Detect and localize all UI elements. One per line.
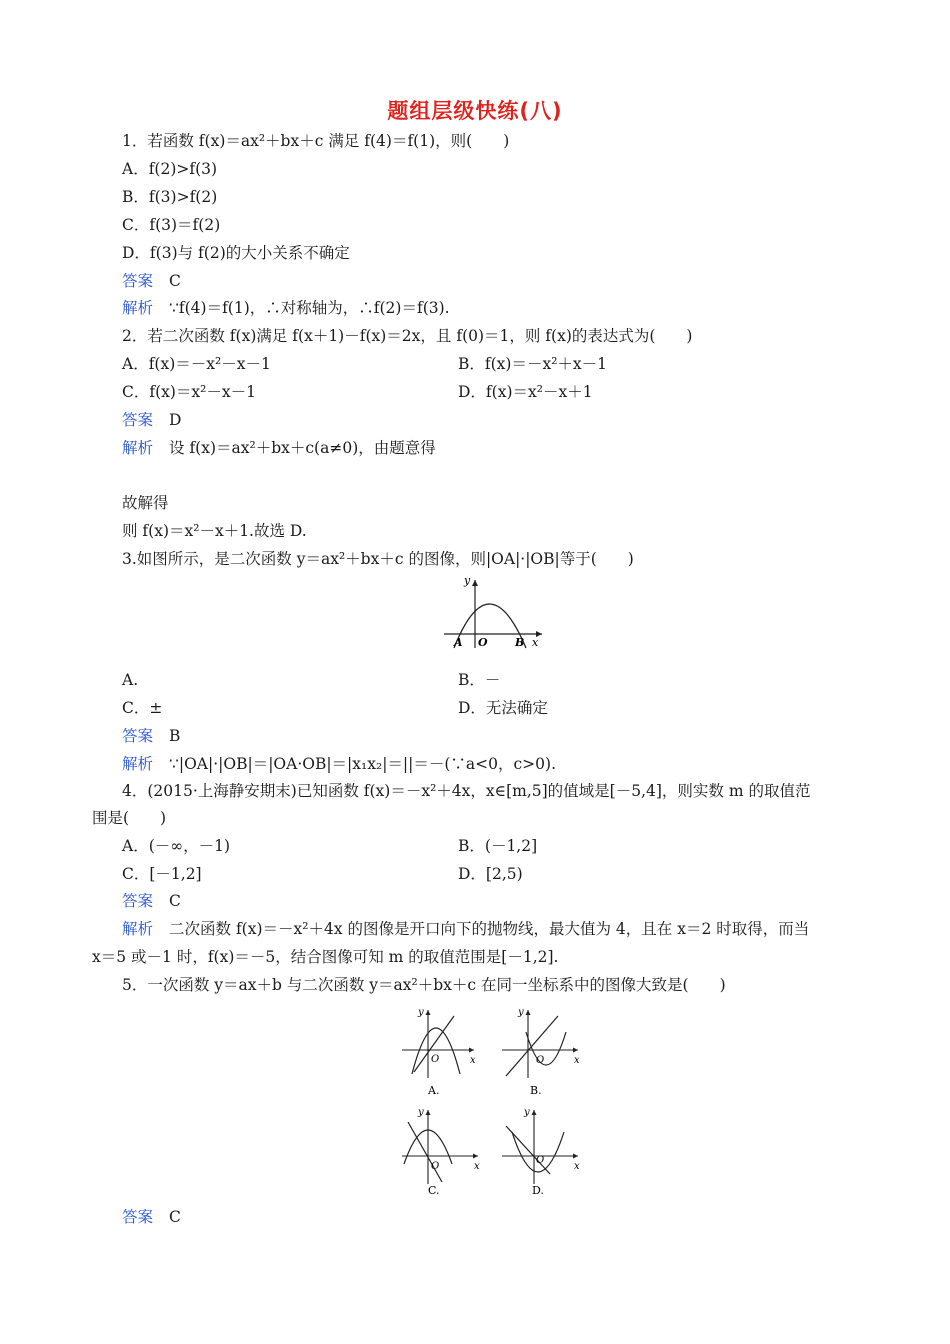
axis-x-label: x xyxy=(574,1055,580,1066)
q4-stem-cont: 围是( ) xyxy=(92,809,167,827)
page-title: 题组层级快练(八) xyxy=(387,99,563,123)
q1-option-c: C．f(3)＝f(2) xyxy=(122,216,221,234)
q2-option-c: C．f(x)＝x²－x－1 xyxy=(122,383,256,401)
answer-value: B xyxy=(169,727,181,745)
q3-option-b: B．－ xyxy=(458,671,501,689)
q1-stem: 1．若函数 f(x)＝ax²＋bx＋c 满足 f(4)＝f(1)，则( ) xyxy=(122,132,510,150)
axis-y-label: y xyxy=(464,574,471,587)
q3-option-d: D．无法确定 xyxy=(458,699,548,717)
q2-analysis-line2: 故解得 xyxy=(122,494,169,512)
figure-caption-d: D. xyxy=(532,1184,544,1197)
q2-analysis-line3: 则 f(x)＝x²－x＋1.故选 D. xyxy=(122,522,307,540)
axis-x-label: x xyxy=(474,1161,480,1172)
q5-stem: 5．一次函数 y＝ax＋b 与二次函数 y＝ax²＋bx＋c 在同一坐标系中的图像大致是( ) xyxy=(122,976,726,994)
q2-option-d: D．f(x)＝x²－x＋1 xyxy=(458,383,593,401)
answer-value: C xyxy=(169,892,181,910)
q4-option-a: A．(－∞，－1) xyxy=(122,837,231,855)
answer-label: 答案 xyxy=(122,411,154,429)
analysis-text: ∵|OA|·|OB|＝|OA·OB|＝|x₁x₂|＝||＝－(∵a<0，c>0). xyxy=(169,755,557,773)
q4-analysis xyxy=(122,919,809,939)
q2-stem: 2．若二次函数 f(x)满足 f(x＋1)－f(x)＝2x，且 f(0)＝1，则 f(x)的表达式为( ) xyxy=(122,327,693,345)
q3-answer xyxy=(122,726,180,746)
analysis-text: 二次函数 f(x)＝－x²＋4x 的图像是开口向下的抛物线，最大值为 4，且在 x＝2 时取得，而当 xyxy=(169,920,810,938)
axis-y-label: y xyxy=(418,1107,424,1118)
q4-stem: 4．(2015·上海静安期末)已知函数 f(x)＝－x²＋4x，x∈[m,5]的值域是[－5,4]，则实数 m 的取值范 xyxy=(122,782,811,800)
origin-label: O xyxy=(431,1054,440,1065)
q1-option-a: A．f(2)>f(3) xyxy=(122,160,218,178)
q2-analysis xyxy=(122,438,436,458)
axis-y-label: y xyxy=(524,1107,530,1118)
q3-parabola-figure xyxy=(440,572,550,652)
answer-label: 答案 xyxy=(122,1208,154,1226)
q1-answer xyxy=(122,271,181,291)
answer-label: 答案 xyxy=(122,727,154,745)
answer-label: 答案 xyxy=(122,272,154,290)
analysis-label: 解析 xyxy=(122,755,154,773)
answer-value: C xyxy=(169,1208,181,1226)
q4-option-b: B．(－1,2] xyxy=(458,837,538,855)
figure-caption-b: B. xyxy=(530,1084,542,1097)
analysis-label: 解析 xyxy=(122,920,154,938)
analysis-text: 设 f(x)＝ax²＋bx＋c(a≠0)，由题意得 xyxy=(169,439,436,457)
origin-label: O xyxy=(536,1055,545,1066)
axis-x-label: x xyxy=(532,636,539,649)
q5-answer xyxy=(122,1207,181,1227)
q1-analysis xyxy=(122,298,450,318)
q5-figure-d xyxy=(498,1102,588,1198)
figure-caption-c: C. xyxy=(428,1184,440,1197)
origin-label: O xyxy=(478,636,488,649)
answer-value: C xyxy=(169,272,181,290)
q2-option-a: A．f(x)＝－x²－x－1 xyxy=(122,355,271,373)
point-a-label: A xyxy=(454,636,463,649)
q1-option-d: D．f(3)与 f(2)的大小关系不确定 xyxy=(122,244,350,262)
q1-option-b: B．f(3)>f(2) xyxy=(122,188,218,206)
q5-figure-b xyxy=(498,1002,588,1098)
axis-y-label: y xyxy=(418,1007,424,1018)
q3-analysis xyxy=(122,754,556,774)
axis-y-label: y xyxy=(518,1007,524,1018)
analysis-text: ∵f(4)＝f(1)，∴对称轴为，∴f(2)＝f(3). xyxy=(169,299,450,317)
q4-answer xyxy=(122,891,181,911)
answer-label: 答案 xyxy=(122,892,154,910)
origin-label: O xyxy=(536,1155,545,1166)
point-b-label: B xyxy=(515,636,525,649)
analysis-label: 解析 xyxy=(122,439,154,457)
axis-x-label: x xyxy=(574,1161,580,1172)
q3-option-a: A. xyxy=(122,671,139,689)
q4-option-c: C．[－1,2] xyxy=(122,865,202,883)
q4-analysis-cont: x＝5 或－1 时，f(x)＝－5，结合图像可知 m 的取值范围是[－1,2]. xyxy=(92,948,559,966)
q2-option-b: B．f(x)＝－x²＋x－1 xyxy=(458,355,608,373)
q2-answer xyxy=(122,410,181,430)
q3-stem: 3.如图所示，是二次函数 y＝ax²＋bx＋c 的图像，则|OA|·|OB|等于( ) xyxy=(122,550,634,568)
origin-label: O xyxy=(431,1161,440,1172)
q3-option-c: C．± xyxy=(122,699,163,717)
q5-figure-c xyxy=(398,1102,488,1198)
figure-caption-a: A. xyxy=(428,1084,440,1097)
answer-value: D xyxy=(169,411,182,429)
q5-figure-a xyxy=(398,1002,484,1098)
q4-option-d: D．[2,5) xyxy=(458,865,523,883)
analysis-label: 解析 xyxy=(122,299,154,317)
axis-x-label: x xyxy=(470,1055,476,1066)
